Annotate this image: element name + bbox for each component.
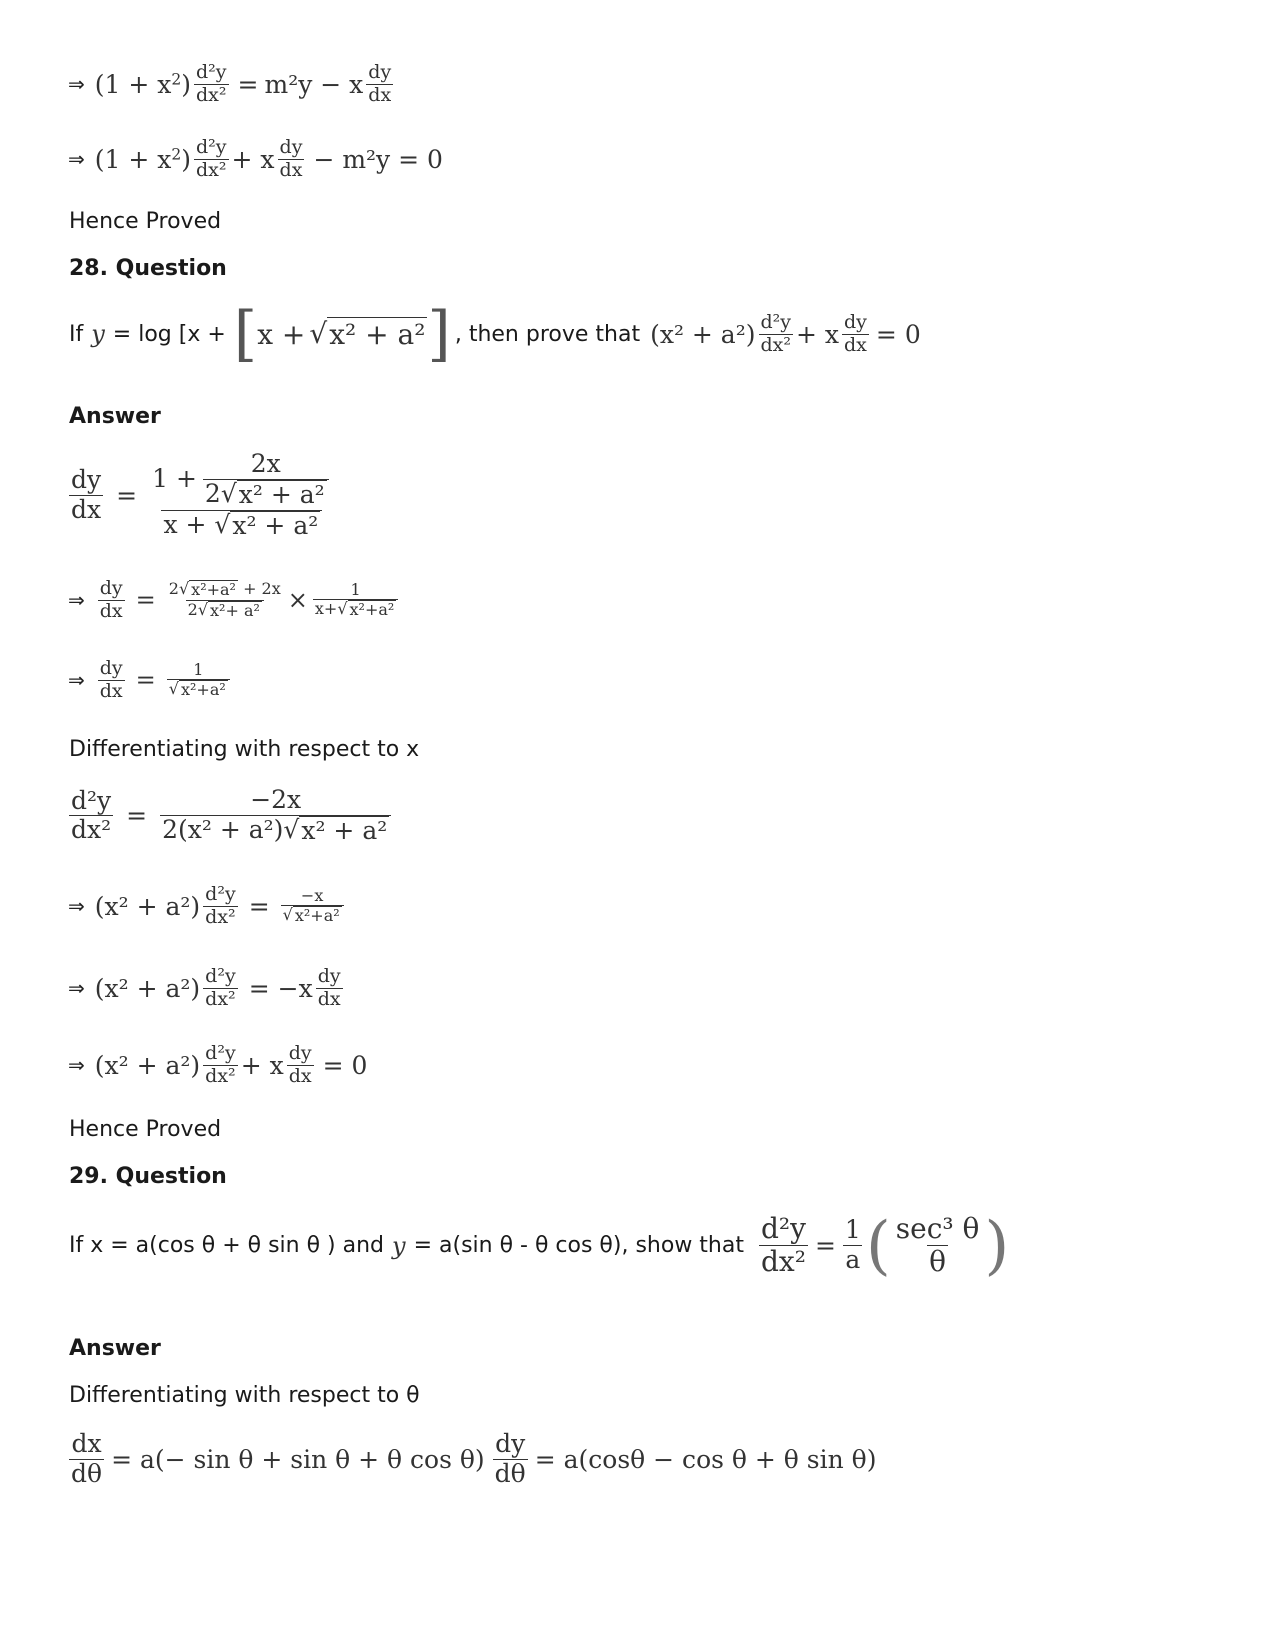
differentiation-note: Differentiating with respect to θ: [69, 1383, 420, 1408]
implies-symbol: ⇒: [68, 72, 85, 97]
equation-line: ⇒ $\frac{dy}{dx}$ = 2 √ x²+a² + 2x 2 √ x²+ a² × 1 x+ √ x²+a²: [68, 578, 401, 623]
question-heading: 29. Question: [69, 1164, 227, 1189]
prove-equation: (x² + a²) $\frac{\text{d²y}}{\text{dx²}}$ + x $\frac{dy}{dx}$ = 0: [650, 310, 921, 356]
equation-line: $\frac{dy}{dx}$ = 1 + 2x 2 √ x² + a² x + √ x² + a²: [66, 450, 337, 540]
implies-symbol: ⇒: [68, 147, 85, 172]
first-derivative-fraction: $\frac{dy}{dx}$: [279, 136, 303, 181]
equation-line: ⇒ (x² + a²) $\frac{\text{d²y}}{\text{dx²}}$ = −x $\frac{dy}{dx}$: [68, 965, 341, 1010]
equation-line: ⇒ (x² + a²) $\frac{\text{d²y}}{\text{dx²}}$ + x $\frac{dy}{dx}$ = 0: [68, 1042, 368, 1087]
second-derivative-fraction: $\frac{\text{d²y}}{\text{dx²}}$: [196, 61, 227, 106]
equation-line: ⇒ $(1 + x^2)$ $\frac{\text{d²y}}{\text{dx²}}$ + x $\frac{dy}{dx}$ − m²y = 0: [68, 136, 443, 181]
equation-line: ⇒ $\frac{dy}{dx}$ = 1 √ x²+a²: [68, 658, 233, 703]
second-derivative-fraction: $\frac{\text{d²y}}{\text{dx²}}$: [196, 136, 227, 181]
derivative-fraction: 1 + 2x 2 √ x² + a² x + √ x² + a²: [150, 450, 334, 540]
answer-heading: Answer: [69, 1336, 161, 1361]
bracket-expression: x + √ x² + a²: [257, 317, 426, 351]
question-heading: 28. Question: [69, 256, 227, 281]
differentiation-note: Differentiating with respect to x: [69, 737, 420, 762]
first-derivative-fraction: $\frac{dy}{dx}$: [368, 61, 392, 106]
equation-line: $\frac{dx}{d\theta}$ = a(− sin θ + sin θ + θ cos θ) $\frac{dy}{d\theta}$ = a(cosθ − cos θ + θ sin θ): [71, 1429, 877, 1488]
hence-proved-text: Hence Proved: [69, 1117, 222, 1142]
equation-line: $\frac{\text{d²y}}{\text{dx²}}$ = −2x 2(x² + a²) √ x² + a²: [66, 786, 394, 846]
lhs-expression: $(1 + x^2)$: [94, 69, 192, 99]
question-statement: If x = a(cos θ + θ sin θ ) and y = a(sin θ - θ cos θ), show that $\frac{\text{d²y}}{\text{dx²}}$ = $\frac{1}{a}$ ( $\frac{\text{sec³ θ}}{\theta}$ ): [69, 1208, 1010, 1283]
answer-heading: Answer: [69, 404, 161, 429]
hence-proved-text: Hence Proved: [69, 209, 222, 234]
equation-line: ⇒ $(1 + x^2)$ $\frac{\text{d²y}}{\text{dx²}}$ = m²y − x $\frac{dy}{dx}$: [68, 61, 392, 106]
first-derivative-fraction: $\frac{dy}{dx}$: [71, 464, 102, 524]
show-equation: $\frac{\text{d²y}}{\text{dx²}}$ = $\frac{1}{a}$ ( $\frac{\text{sec³ θ}}{\theta}$ ): [761, 1208, 1010, 1283]
question-statement: If y = log [x + [ x + √ x² + a² ] , then prove that (x² + a²) $\frac{\text{d²y}}{\text{dx²}}$ + x $\frac{dy}{dx}$ = 0: [69, 299, 921, 369]
equation-line: ⇒ (x² + a²) $\frac{\text{d²y}}{\text{dx²}}$ = −x √ x²+a²: [68, 884, 347, 929]
